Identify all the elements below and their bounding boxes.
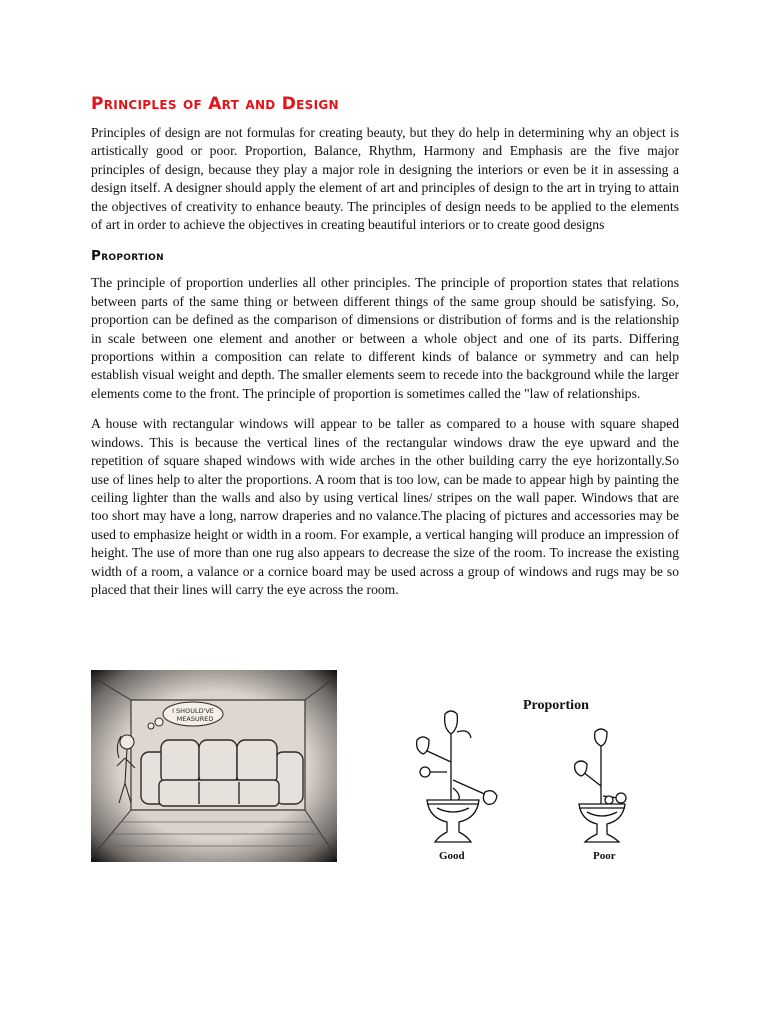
intro-paragraph: Principles of design are not formulas for creating beauty, but they do help in determining why an object is artistically good or poor. Proportion, Balance, Rhythm, Harmony and Emphasis are the five major principles of design, because they play a major role in designing the interiors or even be it in assessing a design itself. A designer should apply the element of art and principles of design to the art in trying to attain the objectives of creativity to enhance beauty. The principles of design needs to be applied to the elements of art in order to achieve the objectives in creating beautiful interiors or to create good designs <box>91 125 679 233</box>
diagram-title: Proportion <box>523 698 589 713</box>
proportion-paragraph-2: A house with rectangular windows will appear to be taller as compared to a house with square shaped windows. This is because the vertical lines of the rectangular windows draw the eye upward and the repetition of square shaped windows with wide arches in the other building carry the eye horizontally.So use of lines help to alter the proportions. A room that is too low, can be made to appear high by painting the ceiling lighter than the walls and also by using vertical lines/ stripes on the wall paper. Windows that are too short may have a long, narrow draperies and no valance.The placing of pictures and accessories may be used to emphasize height or width in a room. For example, a vertical hanging will produce an impression of height. The use of more than one rug also appears to decrease the size of the room. To increase the existing width of a room, a valance or a cornice board may be used across a group of windows and rugs may be so placed that their lines will carry the eye across the room. <box>91 416 679 597</box>
figures-row <box>91 670 679 870</box>
proportion-paragraph-1: The principle of proportion underlies all other principles. The principle of proportion states that relations between parts of the same thing or between different things of the same group should be satisfying. So, proportion can be defined as the comparison of dimensions or distribution of forms and is the relationship in scale between one element and another or between a whole object and one of its parts. Differing proportions within a composition can relate to different kinds of balance or symmetry and can help establish visual weight and depth. The smaller elements seem to recede into the background while the larger elements come to the front. The principle of proportion is sometimes called the "law of relationships. <box>91 275 680 401</box>
sofa-cartoon-image <box>91 670 337 862</box>
vase-proportion-diagram <box>397 692 667 862</box>
document-page <box>91 92 679 611</box>
bubble-text-line2: MEASURED <box>176 715 214 723</box>
section-title-proportion: Proportion <box>91 248 164 265</box>
bubble-text-line1: I SHOULD'VE <box>172 707 214 715</box>
label-poor: Poor <box>593 850 616 862</box>
page-title: Principles of Art and Design <box>91 94 339 114</box>
label-good: Good <box>439 850 465 862</box>
